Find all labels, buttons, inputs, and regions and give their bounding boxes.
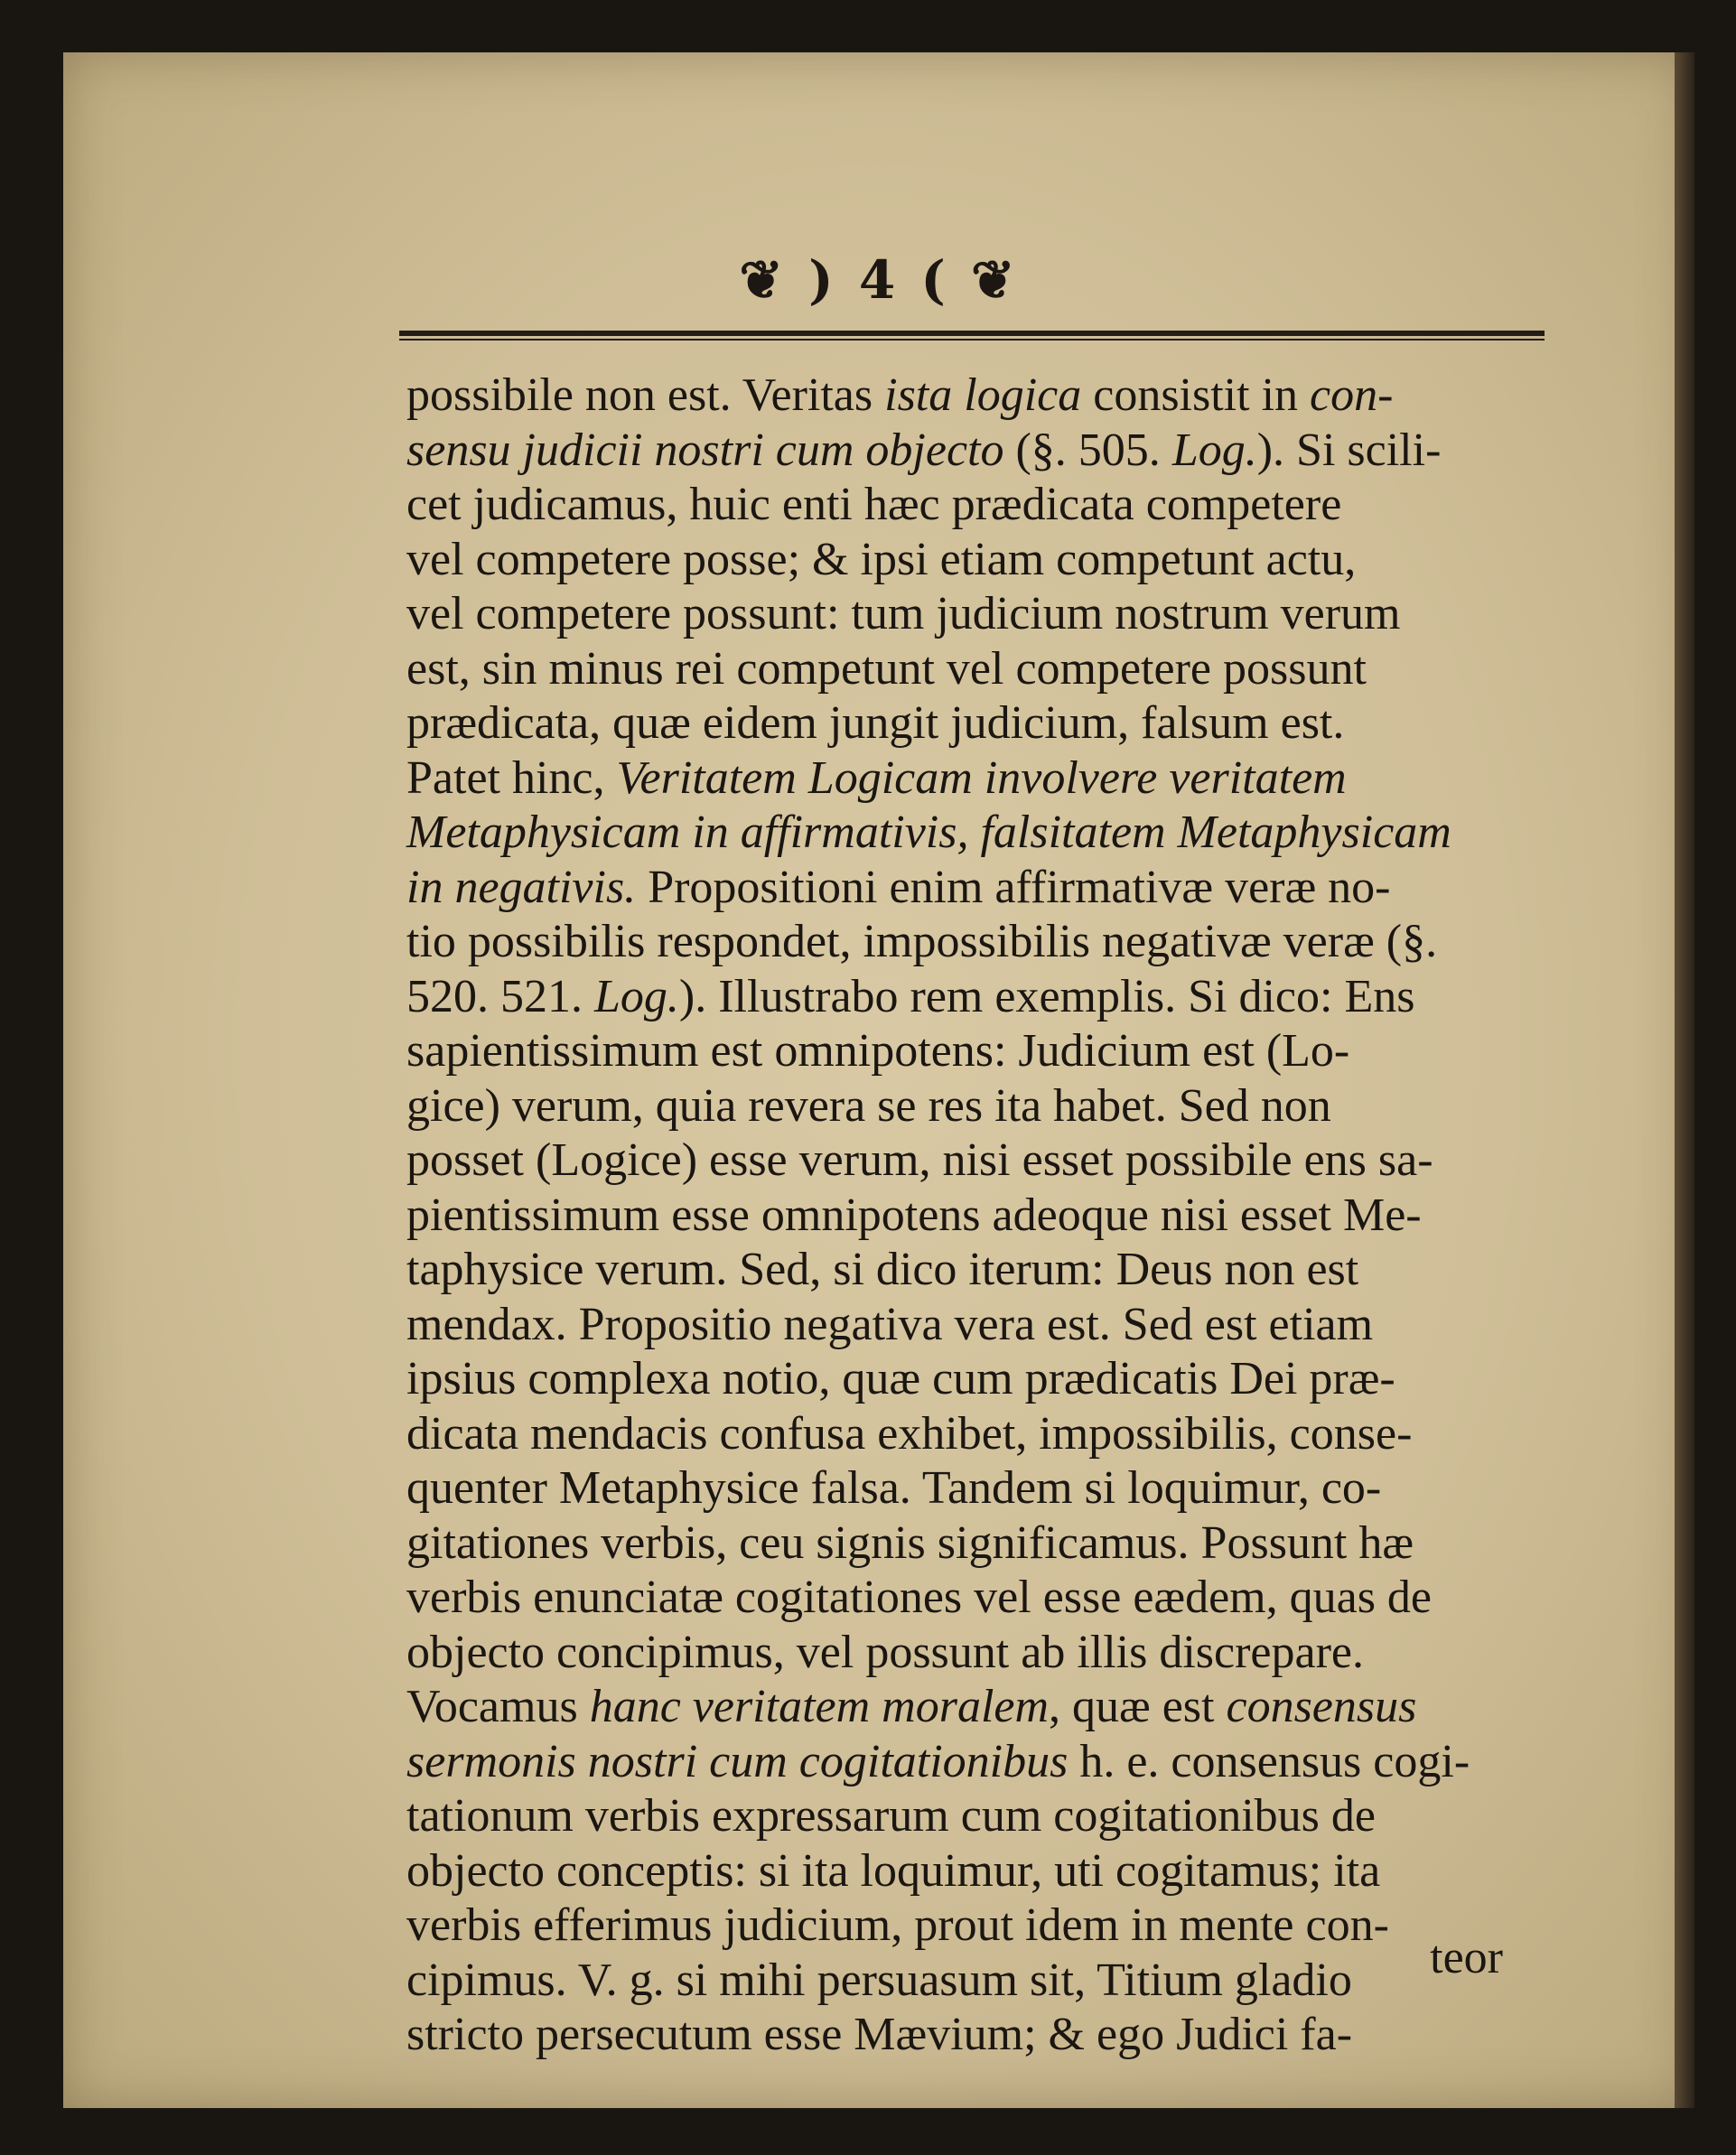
text-line bbox=[406, 861, 1554, 916]
text-line bbox=[406, 1954, 1554, 2009]
body-text bbox=[406, 368, 1554, 2063]
header-rule bbox=[399, 331, 1545, 341]
italic-segment: Metaphysicam in affirmativis, falsitatem Metaphysicam bbox=[406, 807, 1451, 858]
text-segment: Patet hinc, bbox=[406, 751, 617, 804]
text-segment: , quæ est bbox=[1049, 1681, 1227, 1732]
text-line bbox=[406, 915, 1554, 970]
text-segment: ). Si scili- bbox=[1256, 424, 1442, 476]
text-line bbox=[406, 970, 1554, 1025]
text-line bbox=[406, 587, 1554, 642]
text-segment: sapientissimum est omnipotens: Judicium est (Lo- bbox=[406, 1025, 1350, 1077]
text-line bbox=[406, 1735, 1554, 1790]
italic-segment: Veritatem Logicam involvere veritatem bbox=[616, 751, 1347, 804]
text-segment: Vocamus bbox=[406, 1681, 590, 1732]
text-segment: tio possibilis respondet, impossibilis negativæ veræ (§. bbox=[406, 916, 1438, 967]
text-line bbox=[406, 1680, 1554, 1735]
text-segment: taphysice verum. Sed, si dico iterum: Deus non est bbox=[406, 1244, 1359, 1295]
text-line bbox=[406, 1461, 1554, 1516]
text-segment: mendax. Propositio negativa vera est. Sed est etiam bbox=[406, 1298, 1374, 1350]
text-segment: (§. 505. bbox=[1003, 424, 1172, 476]
text-line bbox=[406, 2008, 1554, 2063]
text-segment: quenter Metaphysice falsa. Tandem si loquimur, co- bbox=[406, 1462, 1382, 1514]
text-segment: verbis enunciatæ cogitationes vel esse eædem, quas de bbox=[406, 1572, 1433, 1623]
italic-segment: sermonis nostri cum cogitationibus bbox=[406, 1735, 1069, 1787]
text-line bbox=[406, 1298, 1554, 1353]
text-line bbox=[406, 1024, 1554, 1079]
text-segment: ipsius complexa notio, quæ cum prædicatis Dei præ- bbox=[406, 1353, 1395, 1404]
italic-segment: con- bbox=[1310, 369, 1394, 421]
text-segment: h. e. consensus cogi- bbox=[1068, 1735, 1470, 1787]
text-line bbox=[406, 1243, 1554, 1298]
text-line bbox=[406, 478, 1554, 533]
text-segment: cet judicamus, huic enti hæc prædicata competere bbox=[406, 479, 1342, 530]
italic-segment: hanc veritatem moralem bbox=[589, 1681, 1050, 1732]
page-header: ❦ ) 4 ( ❦ bbox=[739, 249, 1019, 311]
text-segment: objecto concipimus, vel possunt ab illis discrepare. bbox=[406, 1626, 1364, 1678]
text-segment: objecto conceptis: si ita loquimur, uti cogitamus; ita bbox=[406, 1844, 1381, 1897]
text-segment: gitationes verbis, ceu signis significamus. Possunt hæ bbox=[406, 1516, 1414, 1569]
italic-segment: ista logica bbox=[884, 369, 1082, 421]
text-segment: stricto persecutum esse Mævium; & ego Judici fa- bbox=[406, 2009, 1353, 2060]
text-segment: prædicata, quæ eidem jungit judicium, falsum est. bbox=[406, 697, 1345, 749]
text-segment: verbis efferimus judicium, prout idem in mente con- bbox=[406, 1899, 1389, 1951]
catchword: teor bbox=[1430, 1932, 1503, 1983]
text-line bbox=[406, 1626, 1554, 1681]
text-segment: ). Illustrabo rem exemplis. Si dico: Ens bbox=[678, 970, 1415, 1022]
text-line bbox=[406, 1516, 1554, 1572]
text-line bbox=[406, 533, 1554, 588]
text-line bbox=[406, 1898, 1554, 1954]
text-line bbox=[406, 806, 1554, 861]
text-segment: tationum verbis expressarum cum cogitationibus de bbox=[406, 1790, 1376, 1842]
text-line bbox=[406, 1789, 1554, 1844]
text-segment: dicata mendacis confusa exhibet, impossibilis, conse- bbox=[406, 1407, 1413, 1460]
text-segment: 520. 521. bbox=[406, 970, 594, 1022]
italic-segment: sensu judicii nostri cum objecto bbox=[406, 424, 1004, 476]
text-segment: vel competere posse; & ipsi etiam competunt actu, bbox=[406, 533, 1357, 585]
page-gutter bbox=[1675, 52, 1694, 2108]
text-segment: consistit in bbox=[1081, 369, 1311, 421]
text-line bbox=[406, 1133, 1554, 1189]
book-page bbox=[63, 52, 1694, 2108]
text-line bbox=[406, 368, 1554, 424]
italic-segment: in negativis. bbox=[406, 861, 637, 913]
text-line bbox=[406, 424, 1554, 479]
text-line bbox=[406, 1189, 1554, 1244]
text-segment: est, sin minus rei competunt vel competere possunt bbox=[406, 642, 1367, 695]
text-line bbox=[406, 1079, 1554, 1134]
text-segment: vel competere possunt: tum judicium nostrum verum bbox=[406, 588, 1401, 639]
text-line bbox=[406, 1407, 1554, 1462]
italic-segment: Log. bbox=[1171, 424, 1257, 476]
text-segment: gice) verum, quia revera se res ita habet. Sed non bbox=[406, 1079, 1331, 1132]
text-line bbox=[406, 1844, 1554, 1899]
text-line bbox=[406, 696, 1554, 751]
text-line bbox=[406, 1352, 1554, 1407]
text-line bbox=[406, 642, 1554, 697]
text-segment: posset (Logice) esse verum, nisi esset possibile ens sa- bbox=[406, 1134, 1433, 1186]
text-segment: Propositioni enim affirmativæ veræ no- bbox=[636, 861, 1391, 913]
italic-segment: consensus bbox=[1226, 1681, 1417, 1732]
text-segment: pientissimum esse omnipotens adeoque nisi esset Me- bbox=[406, 1189, 1422, 1241]
text-line bbox=[406, 1571, 1554, 1626]
text-line bbox=[406, 751, 1554, 807]
italic-segment: Log. bbox=[594, 970, 679, 1022]
text-segment: cipimus. V. g. si mihi persuasum sit, Titium gladio bbox=[406, 1954, 1352, 2006]
text-segment: possibile non est. Veritas bbox=[406, 369, 885, 421]
